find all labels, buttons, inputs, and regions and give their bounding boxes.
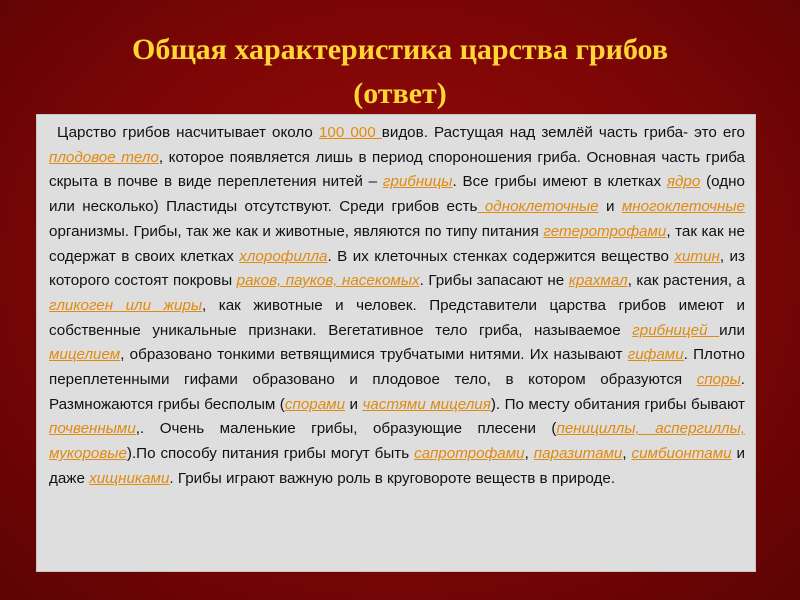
text-run: , из которого состоят покровы xyxy=(49,247,745,290)
highlighted-term: мицелием xyxy=(49,346,121,364)
text-run: и xyxy=(345,395,363,413)
highlighted-term: раков, пауков, насекомых xyxy=(236,272,420,290)
text-run: ,. Очень маленькие грибы, образующие плесени ( xyxy=(135,420,557,438)
text-run: . Все грибы имеют в клетках xyxy=(452,173,667,191)
slide-title-line2: (ответ) xyxy=(353,77,447,110)
highlighted-term: ядро xyxy=(666,173,701,191)
text-run: организмы. Грибы, так же как и животные, являются по типу питания xyxy=(49,222,544,240)
highlighted-term: частями мицелия xyxy=(362,395,491,413)
slide-title xyxy=(40,28,760,116)
text-run: . Грибы запасают не xyxy=(419,272,569,290)
text-run: , как животные и человек. Представители царства грибов имеют и собственные уникальные признаки. Вегетативное тело гриба, называемое xyxy=(49,296,745,339)
text-run: ). По месту обитания грибы бывают xyxy=(490,395,745,413)
highlighted-term: спорами xyxy=(284,395,346,413)
content-box xyxy=(36,114,756,572)
highlighted-term: споры xyxy=(696,371,741,389)
slide-title-line1: Общая характеристика царства грибов xyxy=(131,33,669,66)
highlighted-term: гетеротрофами xyxy=(543,222,667,240)
text-run: ).По способу питания грибы могут быть xyxy=(126,445,415,463)
highlighted-term: многоклеточные xyxy=(621,198,745,216)
text-run: , которое появляется лишь в период спороношения гриба. Основная часть гриба скрыта в почве в виде переплетения нитей – xyxy=(49,148,746,191)
text-run: (одно или несколько) Пластиды отсутствуют. Среди грибов есть xyxy=(49,173,745,216)
highlighted-term: плодовое тело xyxy=(49,148,159,166)
body-paragraph xyxy=(49,121,745,492)
text-run: , образовано тонкими ветвящимися трубчатыми нитями. Их называют xyxy=(120,346,628,364)
highlighted-term: одноклеточные xyxy=(477,198,599,216)
highlighted-term: гликоген или жиры xyxy=(49,296,203,314)
text-run: . Размножаются грибы бесполым ( xyxy=(49,371,745,413)
text-run: , как растения, а xyxy=(627,272,745,290)
highlighted-term: сапротрофами xyxy=(414,445,525,463)
highlighted-term: хищниками xyxy=(89,469,170,487)
text-run: , так как не содержат в своих клетках xyxy=(49,222,745,265)
highlighted-term: хитин xyxy=(674,247,720,265)
text-run: или xyxy=(719,321,745,339)
highlighted-term: пенициллы, аспергиллы, мукоровые xyxy=(49,420,745,463)
text-run: . В их клеточных стенках содержится вещество xyxy=(327,247,675,265)
text-run: . Грибы играют важную роль в круговороте веществ в природе. xyxy=(169,469,616,487)
highlighted-term: почвенными xyxy=(49,420,136,438)
highlighted-term: паразитами xyxy=(533,445,623,463)
text-run: , xyxy=(524,445,534,463)
text-run: Царство грибов насчитывает около xyxy=(57,124,319,141)
highlighted-term: хлорофилла xyxy=(239,247,328,265)
highlighted-term: гифами xyxy=(627,346,684,364)
text-run: и xyxy=(598,198,622,216)
highlighted-term: грибницей xyxy=(632,321,720,339)
highlighted-term: 100 000 xyxy=(318,124,382,141)
text-run: и даже xyxy=(49,445,745,487)
text-run: видов. Растущая над землёй часть гриба- это его xyxy=(381,124,745,141)
highlighted-term: симбионтами xyxy=(631,445,732,463)
highlighted-term: грибницы xyxy=(382,173,453,191)
text-run: . Плотно переплетенными гифами образовано и плодовое тело, в котором образуются xyxy=(49,346,745,389)
text-run: , xyxy=(622,445,632,463)
highlighted-term: крахмал xyxy=(568,272,628,290)
